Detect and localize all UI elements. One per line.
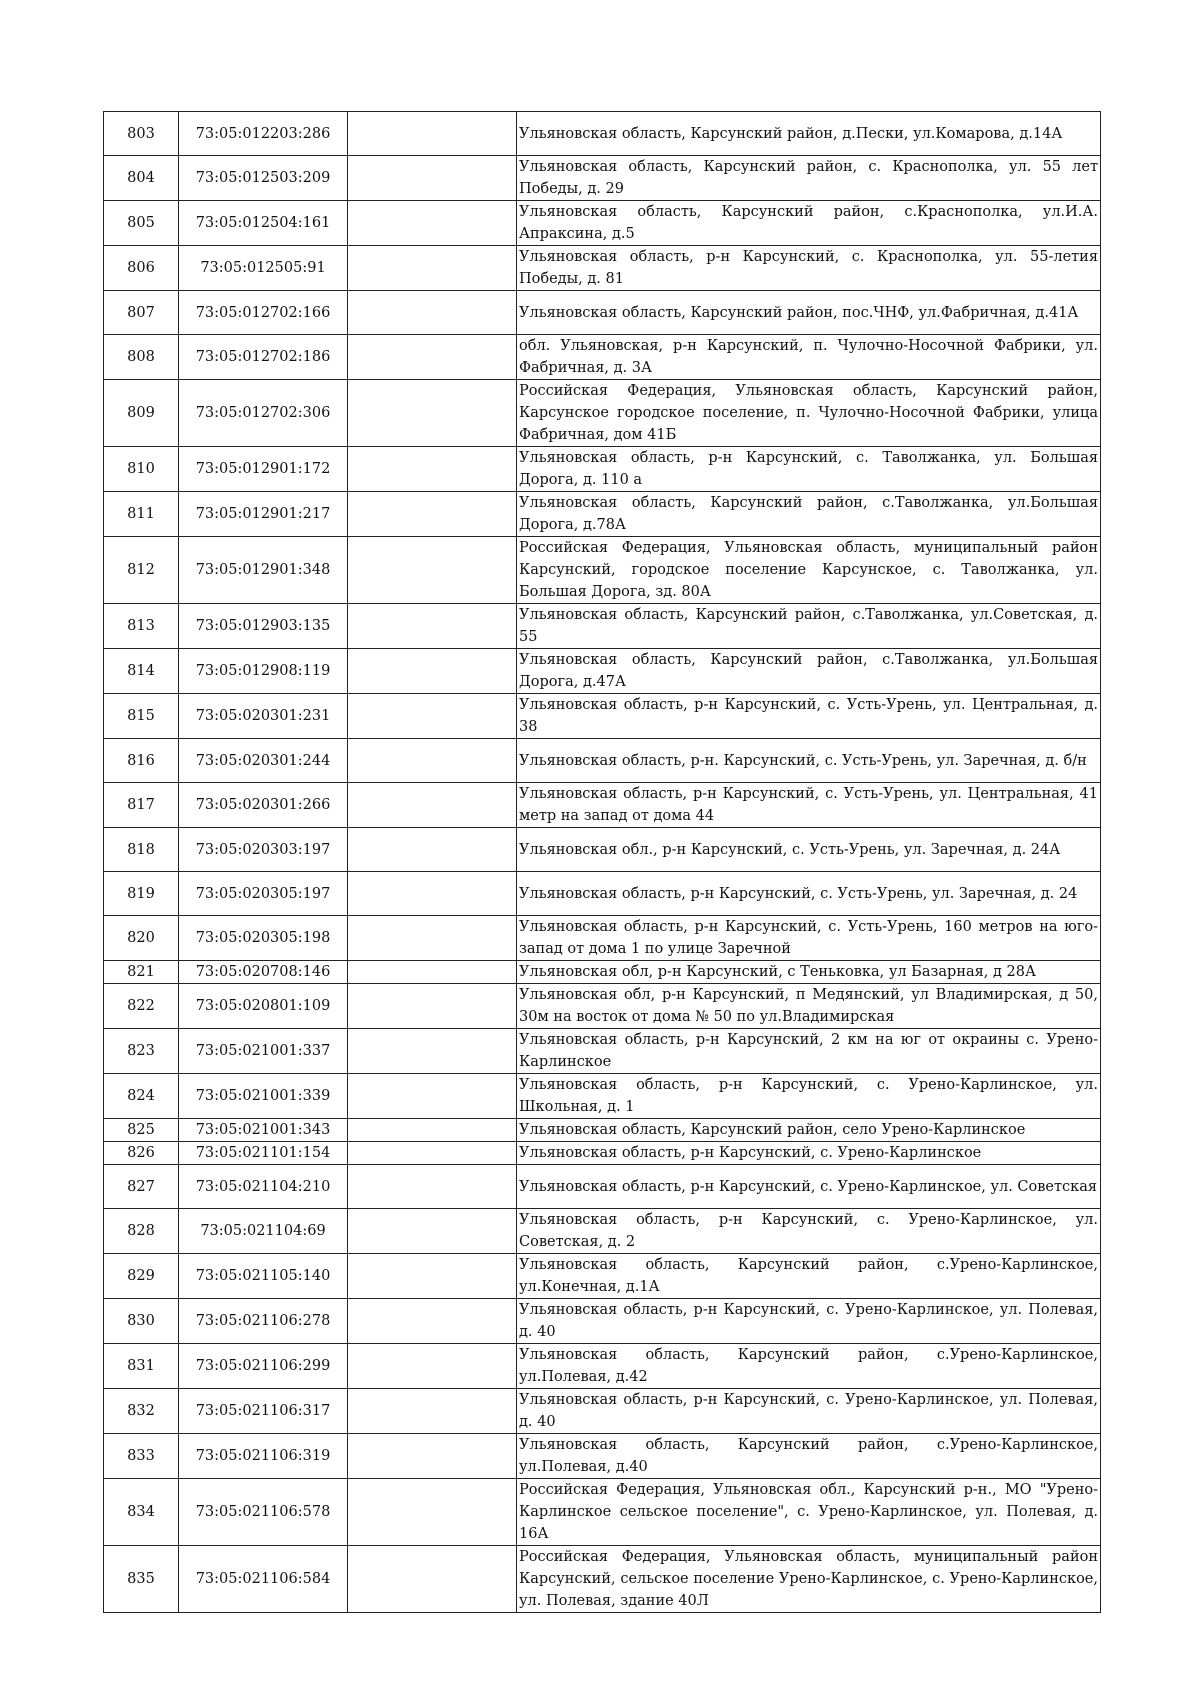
address-cell: Ульяновская область, р-н Карсунский, с. Урено-Карлинское, ул. Полевая, д. 40: [517, 1299, 1101, 1344]
address-cell: Российская Федерация, Ульяновская обл., Карсунский р-н., МО "Урено-Карлинское сельское поселение", с. Урено-Карлинское, ул. Полевая, д. 16А: [517, 1479, 1101, 1546]
cadastral-number-cell: 73:05:012901:348: [179, 537, 348, 604]
cadastral-number-cell: 73:05:021001:339: [179, 1074, 348, 1119]
row-number-cell: 806: [104, 246, 179, 291]
address-cell: Ульяновская область, р-н Карсунский, с. Усть-Урень, ул. Заречная, д. 24: [517, 872, 1101, 916]
table-row: [104, 1389, 1101, 1434]
empty-column-cell: [348, 1074, 517, 1119]
row-number-cell: 819: [104, 872, 179, 916]
cadastral-number-cell: 73:05:021001:343: [179, 1119, 348, 1142]
cadastral-number-cell: 73:05:020305:197: [179, 872, 348, 916]
empty-column-cell: [348, 961, 517, 984]
address-cell: Ульяновская область, Карсунский район, село Урено-Карлинское: [517, 1119, 1101, 1142]
address-cell: Ульяновская обл, р-н Карсунский, п Медянский, ул Владимирская, д 50, 30м на восток от дома № 50 по ул.Владимирская: [517, 984, 1101, 1029]
empty-column-cell: [348, 1254, 517, 1299]
table-row: [104, 1254, 1101, 1299]
address-cell: Российская Федерация, Ульяновская область, муниципальный район Карсунский, городское поселение Карсунское, с. Таволжанка, ул. Большая Дорога, зд. 80А: [517, 537, 1101, 604]
row-number-cell: 813: [104, 604, 179, 649]
row-number-cell: 822: [104, 984, 179, 1029]
address-cell: Ульяновская область, р-н Карсунский, с. Урено-Карлинское, ул. Советская: [517, 1165, 1101, 1209]
empty-column-cell: [348, 291, 517, 335]
cadastral-number-cell: 73:05:020301:266: [179, 783, 348, 828]
empty-column-cell: [348, 1029, 517, 1074]
address-cell: Ульяновская область, р-н Карсунский, с. Урено-Карлинское, ул. Полевая, д. 40: [517, 1389, 1101, 1434]
address-cell: обл. Ульяновская, р-н Карсунский, п. Чулочно-Носочной Фабрики, ул. Фабричная, д. 3А: [517, 335, 1101, 380]
cadastral-number-cell: 73:05:012702:166: [179, 291, 348, 335]
row-number-cell: 821: [104, 961, 179, 984]
cadastral-number-cell: 73:05:012504:161: [179, 201, 348, 246]
row-number-cell: 834: [104, 1479, 179, 1546]
row-number-cell: 828: [104, 1209, 179, 1254]
table-row: [104, 492, 1101, 537]
empty-column-cell: [348, 112, 517, 156]
empty-column-cell: [348, 783, 517, 828]
address-cell: Ульяновская область, Карсунский район, с.Урено-Карлинское, ул.Полевая, д.40: [517, 1434, 1101, 1479]
address-cell: Ульяновская область, Карсунский район, с.Урено-Карлинское, ул.Конечная, д.1А: [517, 1254, 1101, 1299]
cadastral-number-cell: 73:05:012903:135: [179, 604, 348, 649]
empty-column-cell: [348, 739, 517, 783]
address-cell: Ульяновская обл, р-н Карсунский, с Теньковка, ул Базарная, д 28А: [517, 961, 1101, 984]
row-number-cell: 833: [104, 1434, 179, 1479]
cadastral-number-cell: 73:05:021101:154: [179, 1142, 348, 1165]
row-number-cell: 832: [104, 1389, 179, 1434]
empty-column-cell: [348, 984, 517, 1029]
empty-column-cell: [348, 694, 517, 739]
cadastral-number-cell: 73:05:012702:306: [179, 380, 348, 447]
table-row: [104, 201, 1101, 246]
table-row: [104, 783, 1101, 828]
empty-column-cell: [348, 492, 517, 537]
table-row: [104, 1074, 1101, 1119]
cadastral-number-cell: 73:05:021106:278: [179, 1299, 348, 1344]
empty-column-cell: [348, 1142, 517, 1165]
row-number-cell: 827: [104, 1165, 179, 1209]
address-cell: Ульяновская область, р-н Карсунский, с. Усть-Урень, 160 метров на юго-запад от дома 1 по улице Заречной: [517, 916, 1101, 961]
row-number-cell: 829: [104, 1254, 179, 1299]
row-number-cell: 815: [104, 694, 179, 739]
empty-column-cell: [348, 828, 517, 872]
table-row: [104, 1546, 1101, 1613]
empty-column-cell: [348, 1434, 517, 1479]
cadastral-number-cell: 73:05:020303:197: [179, 828, 348, 872]
cadastral-number-cell: 73:05:012901:172: [179, 447, 348, 492]
cadastral-number-cell: 73:05:021106:578: [179, 1479, 348, 1546]
table-row: [104, 1299, 1101, 1344]
register-table-body: [104, 112, 1101, 1613]
cadastral-number-cell: 73:05:020301:244: [179, 739, 348, 783]
cadastral-number-cell: 73:05:020708:146: [179, 961, 348, 984]
address-cell: Ульяновская область, Карсунский район, с.Краснополка, ул.И.А. Апраксина, д.5: [517, 201, 1101, 246]
cadastral-number-cell: 73:05:012702:186: [179, 335, 348, 380]
cadastral-number-cell: 73:05:020301:231: [179, 694, 348, 739]
address-cell: Ульяновская обл., р-н Карсунский, с. Усть-Урень, ул. Заречная, д. 24А: [517, 828, 1101, 872]
row-number-cell: 805: [104, 201, 179, 246]
cadastral-number-cell: 73:05:021104:210: [179, 1165, 348, 1209]
table-row: [104, 335, 1101, 380]
address-cell: Ульяновская область, Карсунский район, с.Таволжанка, ул.Большая Дорога, д.47А: [517, 649, 1101, 694]
address-cell: Ульяновская область, р-н Карсунский, с. Урено-Карлинское, ул. Школьная, д. 1: [517, 1074, 1101, 1119]
table-row: [104, 291, 1101, 335]
row-number-cell: 816: [104, 739, 179, 783]
empty-column-cell: [348, 201, 517, 246]
table-row: [104, 1344, 1101, 1389]
table-row: [104, 1029, 1101, 1074]
cadastral-number-cell: 73:05:012908:119: [179, 649, 348, 694]
table-row: [104, 961, 1101, 984]
table-row: [104, 380, 1101, 447]
table-row: [104, 246, 1101, 291]
row-number-cell: 818: [104, 828, 179, 872]
address-cell: Ульяновская область, р-н Карсунский, с. Краснополка, ул. 55-летия Победы, д. 81: [517, 246, 1101, 291]
table-row: [104, 1479, 1101, 1546]
row-number-cell: 835: [104, 1546, 179, 1613]
cadastral-number-cell: 73:05:012503:209: [179, 156, 348, 201]
table-row: [104, 1165, 1101, 1209]
address-cell: Ульяновская область, Карсунский район, с.Таволжанка, ул.Советская, д. 55: [517, 604, 1101, 649]
table-row: [104, 739, 1101, 783]
row-number-cell: 831: [104, 1344, 179, 1389]
cadastral-number-cell: 73:05:020305:198: [179, 916, 348, 961]
empty-column-cell: [348, 1119, 517, 1142]
empty-column-cell: [348, 1479, 517, 1546]
empty-column-cell: [348, 649, 517, 694]
address-cell: Ульяновская область, Карсунский район, д.Пески, ул.Комарова, д.14А: [517, 112, 1101, 156]
table-row: [104, 1142, 1101, 1165]
row-number-cell: 804: [104, 156, 179, 201]
address-cell: Ульяновская область, Карсунский район, пос.ЧНФ, ул.Фабричная, д.41А: [517, 291, 1101, 335]
empty-column-cell: [348, 1546, 517, 1613]
address-cell: Ульяновская область, Карсунский район, с.Урено-Карлинское, ул.Полевая, д.42: [517, 1344, 1101, 1389]
address-cell: Ульяновская область, Карсунский район, с. Краснополка, ул. 55 лет Победы, д. 29: [517, 156, 1101, 201]
row-number-cell: 814: [104, 649, 179, 694]
cadastral-number-cell: 73:05:021001:337: [179, 1029, 348, 1074]
empty-column-cell: [348, 872, 517, 916]
row-number-cell: 808: [104, 335, 179, 380]
table-row: [104, 872, 1101, 916]
address-cell: Российская Федерация, Ульяновская область, муниципальный район Карсунский, сельское поселение Урено-Карлинское, с. Урено-Карлинское, ул. Полевая, здание 40Л: [517, 1546, 1101, 1613]
empty-column-cell: [348, 604, 517, 649]
cadastral-number-cell: 73:05:021106:317: [179, 1389, 348, 1434]
empty-column-cell: [348, 916, 517, 961]
cadastral-number-cell: 73:05:021105:140: [179, 1254, 348, 1299]
cadastral-number-cell: 73:05:021106:299: [179, 1344, 348, 1389]
table-row: [104, 604, 1101, 649]
row-number-cell: 826: [104, 1142, 179, 1165]
row-number-cell: 820: [104, 916, 179, 961]
cadastral-number-cell: 73:05:021106:319: [179, 1434, 348, 1479]
table-row: [104, 649, 1101, 694]
table-row: [104, 112, 1101, 156]
table-row: [104, 537, 1101, 604]
row-number-cell: 807: [104, 291, 179, 335]
row-number-cell: 803: [104, 112, 179, 156]
cadastral-number-cell: 73:05:021106:584: [179, 1546, 348, 1613]
empty-column-cell: [348, 1165, 517, 1209]
address-cell: Ульяновская область, р-н Карсунский, с. Таволжанка, ул. Большая Дорога, д. 110 а: [517, 447, 1101, 492]
table-row: [104, 984, 1101, 1029]
empty-column-cell: [348, 1209, 517, 1254]
empty-column-cell: [348, 537, 517, 604]
table-row: [104, 1209, 1101, 1254]
address-cell: Ульяновская область, р-н Карсунский, 2 км на юг от окраины с. Урено-Карлинское: [517, 1029, 1101, 1074]
empty-column-cell: [348, 335, 517, 380]
empty-column-cell: [348, 1344, 517, 1389]
table-row: [104, 156, 1101, 201]
row-number-cell: 811: [104, 492, 179, 537]
empty-column-cell: [348, 246, 517, 291]
row-number-cell: 812: [104, 537, 179, 604]
empty-column-cell: [348, 380, 517, 447]
row-number-cell: 825: [104, 1119, 179, 1142]
cadastral-number-cell: 73:05:012505:91: [179, 246, 348, 291]
empty-column-cell: [348, 156, 517, 201]
row-number-cell: 830: [104, 1299, 179, 1344]
row-number-cell: 824: [104, 1074, 179, 1119]
row-number-cell: 817: [104, 783, 179, 828]
table-row: [104, 1434, 1101, 1479]
row-number-cell: 823: [104, 1029, 179, 1074]
cadastral-number-cell: 73:05:012203:286: [179, 112, 348, 156]
address-cell: Ульяновская область, р-н Карсунский, с. Урено-Карлинское: [517, 1142, 1101, 1165]
address-cell: Ульяновская область, р-н Карсунский, с. Усть-Урень, ул. Центральная, д. 38: [517, 694, 1101, 739]
row-number-cell: 810: [104, 447, 179, 492]
address-cell: Ульяновская область, р-н Карсунский, с. Усть-Урень, ул. Центральная, 41 метр на запад от дома 44: [517, 783, 1101, 828]
cadastral-number-cell: 73:05:021104:69: [179, 1209, 348, 1254]
table-row: [104, 916, 1101, 961]
address-cell: Ульяновская область, Карсунский район, с.Таволжанка, ул.Большая Дорога, д.78А: [517, 492, 1101, 537]
empty-column-cell: [348, 1389, 517, 1434]
empty-column-cell: [348, 447, 517, 492]
cadastral-number-cell: 73:05:012901:217: [179, 492, 348, 537]
register-table: [103, 111, 1101, 1613]
table-row: [104, 1119, 1101, 1142]
empty-column-cell: [348, 1299, 517, 1344]
address-cell: Российская Федерация, Ульяновская область, Карсунский район, Карсунское городское поселение, п. Чулочно-Носочной Фабрики, улица Фабричная, дом 41Б: [517, 380, 1101, 447]
address-cell: Ульяновская область, р-н. Карсунский, с. Усть-Урень, ул. Заречная, д. б/н: [517, 739, 1101, 783]
cadastral-number-cell: 73:05:020801:109: [179, 984, 348, 1029]
table-row: [104, 828, 1101, 872]
table-row: [104, 447, 1101, 492]
row-number-cell: 809: [104, 380, 179, 447]
address-cell: Ульяновская область, р-н Карсунский, с. Урено-Карлинское, ул. Советская, д. 2: [517, 1209, 1101, 1254]
table-row: [104, 694, 1101, 739]
